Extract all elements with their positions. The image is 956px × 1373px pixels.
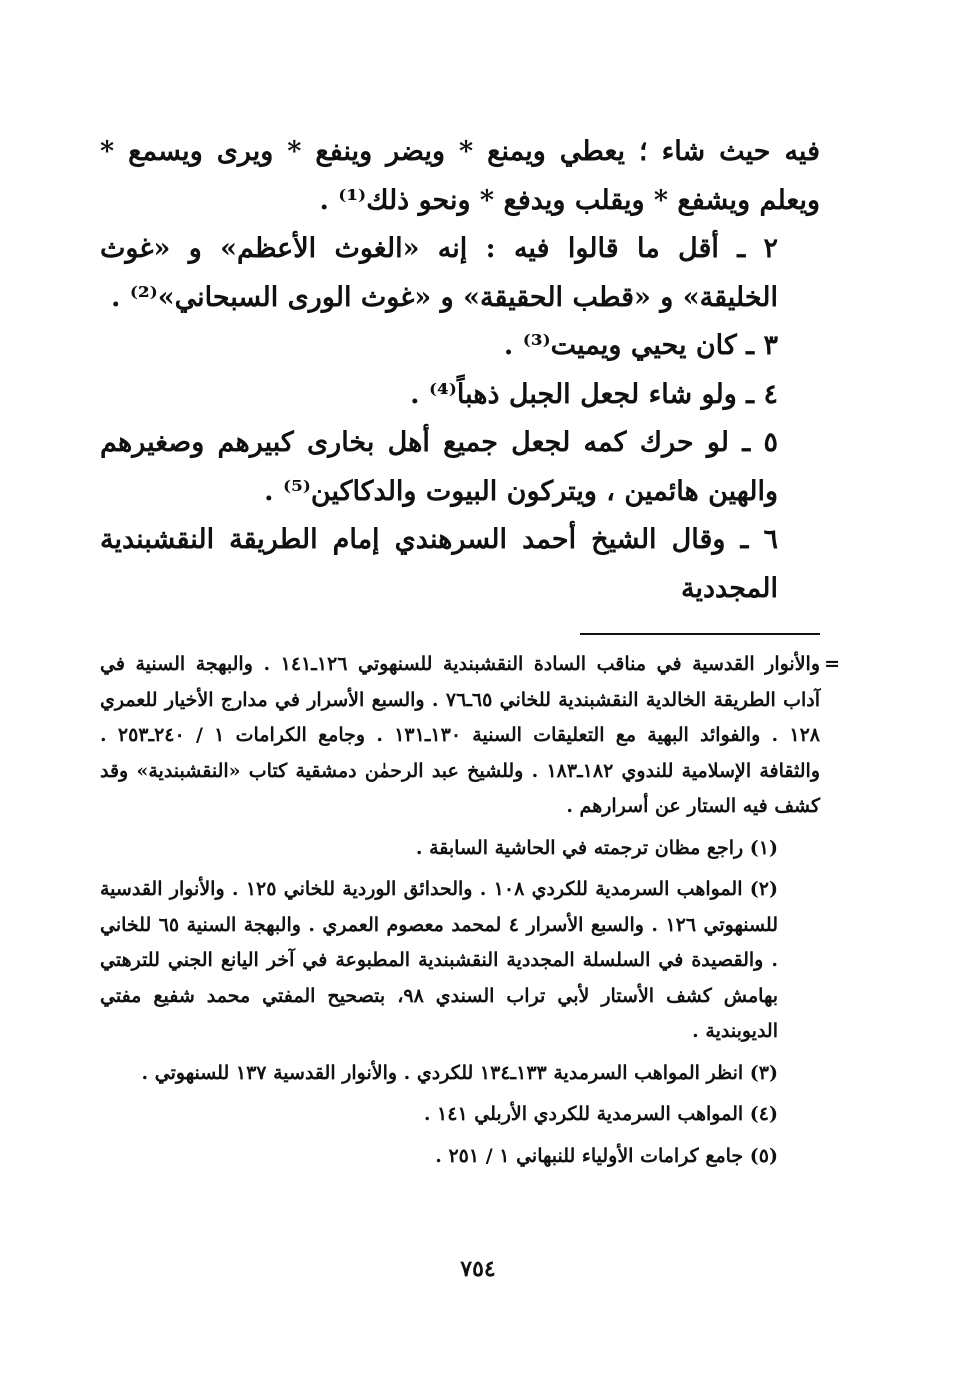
continuation-mark: =	[824, 653, 840, 675]
page-number: ٧٥٤	[460, 1256, 496, 1282]
main-item-6: ٦ ـ وقال الشيخ أحمد السرهندي إمام الطريقة النقشبندية المجددية	[100, 524, 778, 604]
main-item-3: ٣ ـ كان يحيي ويميت⁽³⁾ .	[503, 330, 778, 361]
footnote-1: (١) راجع مظان ترجمته في الحاشية السابقة .	[415, 836, 778, 859]
footnote-continuation	[100, 647, 840, 825]
footnote-separator	[580, 633, 820, 635]
document-page	[100, 128, 840, 1174]
footnote-continuation-text: والأنوار القدسية في مناقب السادة النقشبندية للسنهوتي ١٢٦ـ١٤١ . والبهجة السنية في آداب الطريقة الخالدية النقشبندية للخاني ٦٥ـ٧٦ . والسبع الأسرار في مدارج الأخيار للعمري ١٢٨ . والفوائد البهية مع التعليقات السنية ١٣٠ـ١٣١ . وجامع الكرامات ١ / ٢٤٠ـ٢٥٣ . والثقافة الإسلامية للندوي ١٨٢ـ١٨٣ . وللشيخ عبد الرحمٰن دمشقية كتاب «النقشبندية» وقد كشف فيه الستار عن أسرارهم .	[100, 653, 821, 817]
footnote-3: (٣) انظر المواهب السرمدية ١٣٣ـ١٣٤ للكردي . والأنوار القدسية ١٣٧ للسنهوتي .	[141, 1061, 778, 1084]
main-item-5: ٥ ـ لو حرك كمه لجعل جميع أهل بخارى كبيرهم وصغيرهم والهين هائمين ، ويتركون البيوت والدكاكين⁽⁵⁾ .	[100, 427, 778, 507]
main-item-2: ٢ ـ أقل ما قالوا فيه : إنه «الغوث الأعظم» و «غوث الخليقة» و «قطب الحقيقة» و «غوث الورى السبحاني»⁽²⁾ .	[100, 233, 778, 313]
footnote-4: (٤) المواهب السرمدية للكردي الأربلي ١٤١ .	[423, 1103, 778, 1125]
main-paragraph-intro: فيه حيث شاء ؛ يعطي ويمنع * ويضر وينفع * ويرى ويسمع * ويعلم ويشفع * ويقلب ويدفع * ونحو ذلك⁽¹⁾ .	[100, 136, 820, 216]
main-item-4: ٤ ـ ولو شاء لجعل الجبل ذهباً⁽⁴⁾ .	[410, 378, 778, 410]
footnote-2: (٢) المواهب السرمدية للكردي ١٠٨ . والحدائق الوردية للخاني ١٢٥ . والأنوار القدسية للسنهوتي ١٢٦ . والسبع الأسرار ٤ لمحمد معصوم العمري . والبهجة السنية ٦٥ للخاني . والقصيدة في السلسلة المجددية النقشبندية المطبوعة في آخر اليانع الجني للترهتي بهامش كشف الأستار لأبي تراب السندي ٩٨، بتصحيح المفتي محمد شفيع مفتي الديوبندية .	[100, 878, 779, 1042]
footnote-5: (٥) جامع كرامات الأولياء للنبهاني ١ / ٢٥١ .	[435, 1144, 778, 1167]
footnotes	[100, 647, 840, 1174]
main-text	[100, 128, 820, 613]
